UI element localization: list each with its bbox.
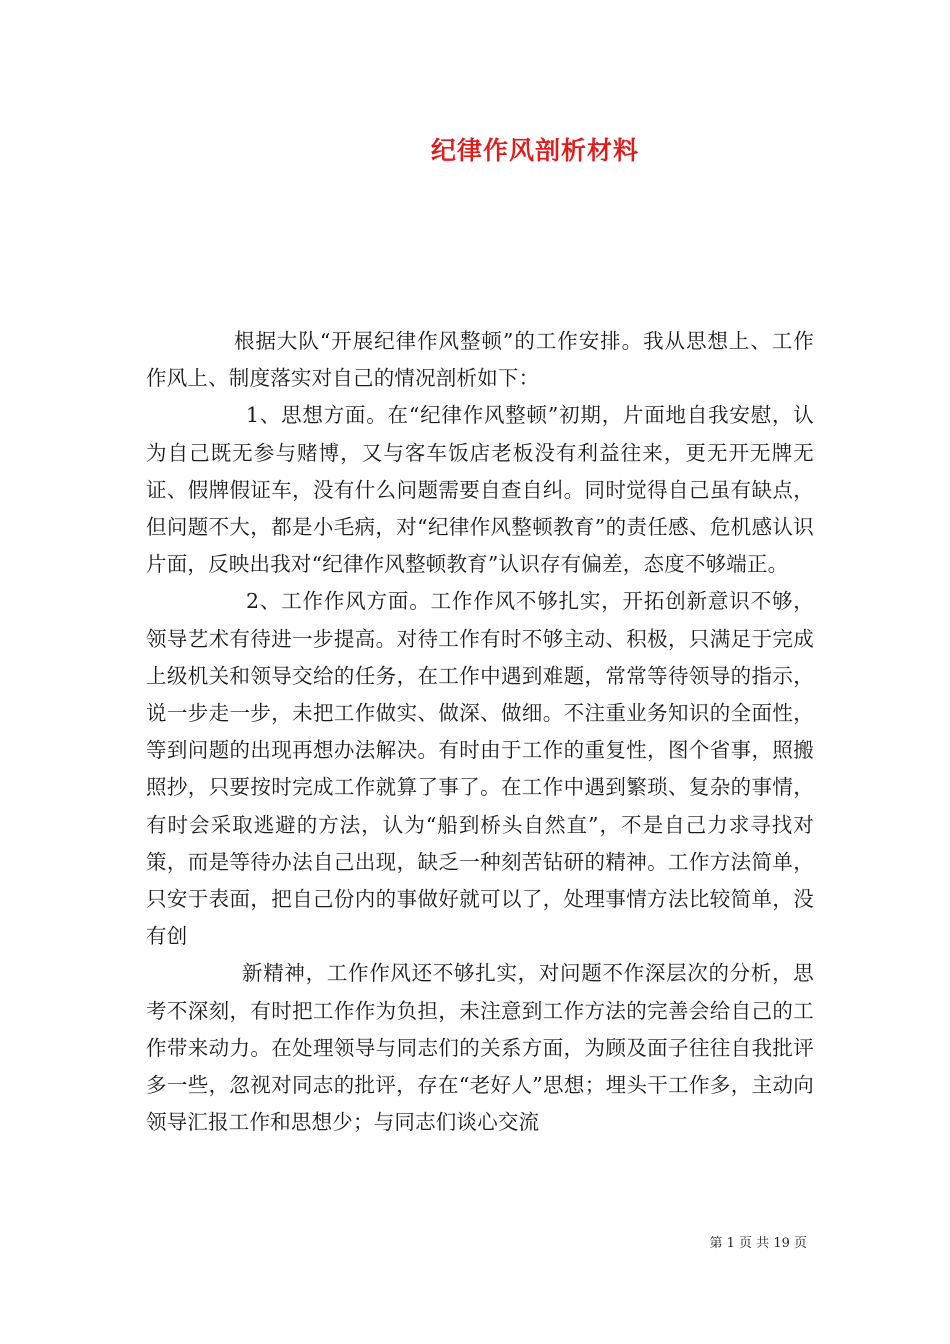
document-body	[146, 323, 814, 1141]
page-number: 第 1 页 共 19 页	[709, 1236, 807, 1251]
paragraph-work-style: 2、工作作风方面。工作作风不够扎实，开拓创新意识不够，领导艺术有待进一步提高。对待工作有时不够主动、积极，只满足于完成上级机关和领导交给的任务，在工作中遇到难题，常常等待领导的指示，说一步走一步，未把工作做实、做深、做细。不注重业务知识的全面性，等到问题的出现再想办法解决。有时由于工作的重复性，图个省事，照搬照抄，只要按时完成工作就算了事了。在工作中遇到繁琐、复杂的事情，有时会采取逃避的方法，认为“船到桥头自然直”，不是自己力求寻找对策，而是等待办法自己出现，缺乏一种刻苦钻研的精神。工作方法简单，只安于表面，把自己份内的事做好就可以了，处理事情方法比较简单，没有创	[146, 589, 814, 949]
paragraph-thinking: 1、思想方面。在“纪律作风整顿”初期，片面地自我安慰，认为自己既无参与赌博，又与客车饭店老板没有利益往来，更无开无牌无证、假牌假证车，没有什么问题需要自查自纠。同时觉得自己虽有缺点，但问题不大，都是小毛病，对“纪律作风整顿教育”的责任感、危机感认识片面，反映出我对“纪律作风整顿教育”认识存有偏差，态度不够端正。	[146, 403, 814, 577]
document-title: 纪律作风剖析材料	[430, 136, 639, 165]
paragraph-intro: 根据大队“开展纪律作风整顿”的工作安排。我从思想上、工作作风上、制度落实对自己的情况剖析如下：	[146, 329, 814, 391]
paragraph-work-style-continued: 新精神，工作作风还不够扎实，对问题不作深层次的分析，思考不深刻，有时把工作作为负担，未注意到工作方法的完善会给自己的工作带来动力。在处理领导与同志们的关系方面，为顾及面子往往自我批评多一些，忽视对同志的批评，存在“老好人”思想；埋头干工作多，主动向领导汇报工作和思想少；与同志们谈心交流	[146, 961, 814, 1135]
